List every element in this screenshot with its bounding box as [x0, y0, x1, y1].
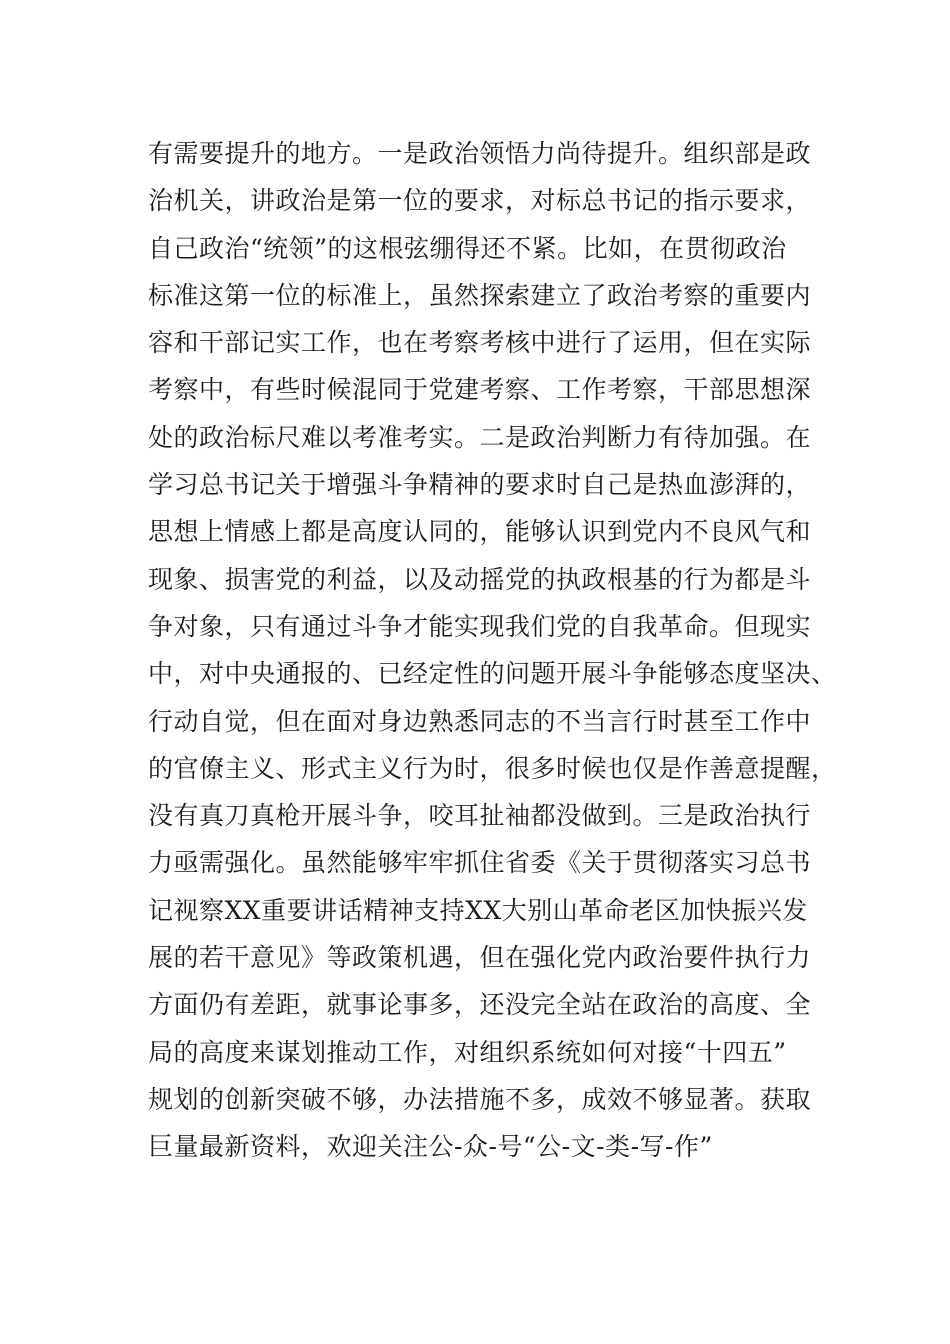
text-line: 思想上情感上都是高度认同的，能够认识到党内不良风气和: [148, 517, 812, 547]
text-line: 治机关，讲政治是第一位的要求，对标总书记的指示要求，: [148, 186, 812, 216]
text-line: 自己政治“统领”的这根弦绷得还不紧。比如，在贯彻政治: [148, 233, 787, 263]
text-line: 争对象，只有通过斗争才能实现我们党的自我革命。但现实: [148, 611, 812, 641]
text-line: 规划的创新突破不够，办法措施不多，成效不够显著。获取: [148, 1084, 812, 1114]
text-line: 方面仍有差距，就事论事多，还没完全站在政治的高度、全: [148, 990, 812, 1020]
text-line: 力亟需强化。虽然能够牢牢抓住省委《关于贯彻落实习总书: [148, 848, 812, 878]
text-line: 展的若干意见》等政策机遇，但在强化党内政治要件执行力: [148, 943, 812, 973]
text-line: 有需要提升的地方。一是政治领悟力尚待提升。组织部是政: [148, 139, 812, 168]
text-line: 记视察XX重要讲话精神支持XX大别山革命老区加快振兴发: [148, 895, 808, 925]
text-line: 标准这第一位的标准上，虽然探索建立了政治考察的重要内: [148, 280, 812, 310]
text-line: 处的政治标尺难以考准考实。二是政治判断力有待加强。在: [148, 422, 812, 452]
text-line: 没有真刀真枪开展斗争，咬耳扯袖都没做到。三是政治执行: [148, 801, 812, 831]
text-line: 考察中，有些时候混同于党建考察、工作考察，干部思想深: [148, 375, 812, 405]
text-line: 学习总书记关于增强斗争精神的要求时自己是热血澎湃的，: [148, 470, 812, 500]
text-line: 容和干部记实工作，也在考察考核中进行了运用，但在实际: [148, 328, 812, 358]
text-line: 中，对中央通报的、已经定性的问题开展斗争能够态度坚决、: [148, 659, 837, 689]
text-line: 现象、损害党的利益，以及动摇党的执政根基的行为都是斗: [148, 564, 812, 594]
text-line: 的官僚主义、形式主义行为时，很多时候也仅是作善意提醒，: [148, 753, 837, 783]
text-line: 巨量最新资料，欢迎关注公-众-号“公-文-类-写-作”: [148, 1132, 713, 1162]
text-line: 局的高度来谋划推动工作，对组织系统如何对接“十四五”: [148, 1037, 787, 1067]
text-line: 行动自觉，但在面对身边熟悉同志的不当言行时甚至工作中: [148, 706, 812, 736]
body-text: [148, 130, 837, 1171]
